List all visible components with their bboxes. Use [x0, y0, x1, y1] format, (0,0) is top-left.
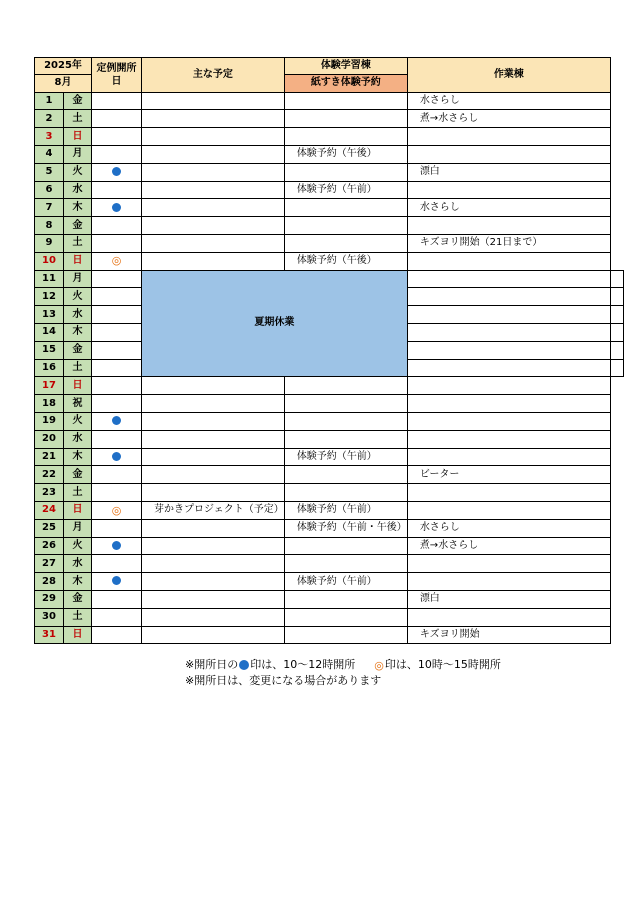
- table-row: [35, 501, 624, 519]
- main-schedule-cell: 芽かきプロジェクト（予定）: [142, 501, 285, 519]
- table-row: [35, 110, 624, 128]
- day-number: 7: [35, 199, 64, 217]
- day-of-week: 土: [64, 608, 92, 626]
- work-building-cell: 煮→水さらし: [407, 110, 610, 128]
- summer-holiday-block: 夏期休業: [142, 270, 408, 377]
- work-building-cell: [407, 395, 610, 413]
- table-row: [35, 145, 624, 163]
- work-building-cell: [610, 270, 623, 288]
- day-of-week: 日: [64, 501, 92, 519]
- main-schedule-cell: [142, 590, 285, 608]
- table-row: [35, 573, 624, 591]
- blue-dot-icon: [112, 452, 121, 461]
- work-building-cell: 漂白: [407, 163, 610, 181]
- open-day-mark: [92, 626, 142, 644]
- blue-dot-icon: [239, 660, 249, 670]
- work-building-cell: [407, 217, 610, 235]
- day-of-week: 土: [64, 234, 92, 252]
- experience-reservation-cell: [407, 323, 610, 341]
- main-schedule-cell: [142, 234, 285, 252]
- table-row: [35, 466, 624, 484]
- day-number: 22: [35, 466, 64, 484]
- day-number: 18: [35, 395, 64, 413]
- blue-dot-icon: [112, 416, 121, 425]
- experience-reservation-cell: [284, 590, 407, 608]
- experience-reservation-cell: 体験予約（午後）: [284, 252, 407, 270]
- main-schedule-cell: [142, 128, 285, 146]
- day-number: 21: [35, 448, 64, 466]
- note-line-1: [185, 657, 501, 673]
- work-building-cell: [610, 359, 623, 377]
- open-day-mark: [92, 395, 142, 413]
- open-day-mark: [92, 323, 142, 341]
- experience-reservation-cell: 体験予約（午前）: [284, 181, 407, 199]
- day-of-week: 火: [64, 288, 92, 306]
- work-building-cell: [407, 573, 610, 591]
- main-schedule-header: 主な予定: [142, 58, 285, 93]
- table-row: [35, 377, 624, 395]
- open-day-mark: [92, 306, 142, 324]
- work-building-cell: [407, 430, 610, 448]
- day-number: 8: [35, 217, 64, 235]
- experience-reservation-cell: [407, 306, 610, 324]
- day-number: 26: [35, 537, 64, 555]
- day-number: 1: [35, 92, 64, 110]
- day-number: 31: [35, 626, 64, 644]
- experience-reservation-cell: [284, 395, 407, 413]
- table-row: [35, 217, 624, 235]
- work-building-cell: [407, 501, 610, 519]
- main-schedule-cell: [142, 252, 285, 270]
- double-circle-icon: ◎: [374, 658, 384, 672]
- open-day-mark: [92, 519, 142, 537]
- table-row: [35, 92, 624, 110]
- table-row: [35, 519, 624, 537]
- work-building-cell: 漂白: [407, 590, 610, 608]
- experience-reservation-cell: [284, 199, 407, 217]
- experience-reservation-cell: [284, 92, 407, 110]
- notes: [185, 657, 501, 688]
- experience-reservation-cell: 体験予約（午前）: [284, 448, 407, 466]
- experience-reservation-cell: 体験予約（午前）: [284, 573, 407, 591]
- day-of-week: 月: [64, 145, 92, 163]
- experience-reservation-cell: [284, 466, 407, 484]
- open-day-mark: [92, 199, 142, 217]
- day-of-week: 月: [64, 270, 92, 288]
- day-number: 16: [35, 359, 64, 377]
- main-schedule-cell: [142, 573, 285, 591]
- teirei-header: 定例開所日: [92, 58, 142, 93]
- day-of-week: 火: [64, 412, 92, 430]
- day-number: 29: [35, 590, 64, 608]
- day-number: 20: [35, 430, 64, 448]
- main-schedule-cell: [142, 448, 285, 466]
- day-of-week: 土: [64, 110, 92, 128]
- open-day-mark: [92, 163, 142, 181]
- month-label: 8月: [35, 75, 92, 92]
- day-of-week: 木: [64, 573, 92, 591]
- work-building-cell: ビーター: [407, 466, 610, 484]
- open-day-mark: [92, 92, 142, 110]
- open-day-mark: [92, 484, 142, 502]
- day-number: 27: [35, 555, 64, 573]
- main-schedule-cell: [142, 163, 285, 181]
- table-row: [35, 412, 624, 430]
- experience-reservation-cell: [284, 110, 407, 128]
- work-building-cell: キズヨリ開始（21日まで）: [407, 234, 610, 252]
- table-row: [35, 555, 624, 573]
- experience-reservation-cell: [284, 608, 407, 626]
- table-row: [35, 270, 624, 288]
- main-schedule-cell: [142, 466, 285, 484]
- day-number: 3: [35, 128, 64, 146]
- open-day-mark: [92, 181, 142, 199]
- main-schedule-cell: [142, 626, 285, 644]
- work-building-cell: [407, 145, 610, 163]
- experience-reservation-cell: [284, 163, 407, 181]
- table-row: [35, 484, 624, 502]
- open-day-mark: [92, 608, 142, 626]
- day-number: 25: [35, 519, 64, 537]
- day-of-week: 木: [64, 323, 92, 341]
- table-row: [35, 128, 624, 146]
- day-of-week: 火: [64, 163, 92, 181]
- open-day-mark: [92, 359, 142, 377]
- day-number: 9: [35, 234, 64, 252]
- experience-reservation-cell: [407, 341, 610, 359]
- experience-reservation-cell: 体験予約（午前）: [284, 501, 407, 519]
- day-of-week: 水: [64, 306, 92, 324]
- open-day-mark: [92, 270, 142, 288]
- experience-reservation-cell: [407, 359, 610, 377]
- day-number: 15: [35, 341, 64, 359]
- experience-reservation-cell: [407, 288, 610, 306]
- day-number: 12: [35, 288, 64, 306]
- work-building-cell: [407, 608, 610, 626]
- main-schedule-cell: [142, 412, 285, 430]
- work-building-cell: [610, 306, 623, 324]
- open-day-mark: [92, 412, 142, 430]
- table-row: [35, 199, 624, 217]
- work-building-cell: [407, 181, 610, 199]
- experience-sub-header: 紙すき体験予約: [284, 75, 407, 92]
- day-of-week: 水: [64, 181, 92, 199]
- day-number: 10: [35, 252, 64, 270]
- work-building-cell: [610, 341, 623, 359]
- blue-dot-icon: [112, 576, 121, 585]
- main-schedule-cell: [142, 608, 285, 626]
- work-building-header: 作業棟: [407, 58, 610, 93]
- note-1-double-text: 印は、10時～15時開所: [384, 658, 501, 671]
- experience-reservation-cell: [284, 217, 407, 235]
- open-day-mark: [92, 555, 142, 573]
- open-day-mark: [92, 448, 142, 466]
- open-day-mark: [92, 573, 142, 591]
- work-building-cell: [407, 252, 610, 270]
- day-number: 13: [35, 306, 64, 324]
- day-number: 2: [35, 110, 64, 128]
- table-row: [35, 448, 624, 466]
- table-row: [35, 252, 624, 270]
- day-of-week: 木: [64, 448, 92, 466]
- main-schedule-cell: [142, 395, 285, 413]
- double-circle-icon: ◎: [111, 503, 122, 517]
- table-row: [35, 626, 624, 644]
- experience-reservation-cell: [284, 626, 407, 644]
- main-schedule-cell: [142, 430, 285, 448]
- work-building-cell: 煮→水さらし: [407, 537, 610, 555]
- table-row: [35, 234, 624, 252]
- table-row: [35, 537, 624, 555]
- experience-reservation-cell: [284, 412, 407, 430]
- day-of-week: 金: [64, 217, 92, 235]
- day-of-week: 火: [64, 537, 92, 555]
- open-day-mark: [92, 234, 142, 252]
- day-number: 19: [35, 412, 64, 430]
- note-1-dot-text: 印は、10～12時開所: [250, 658, 356, 671]
- blue-dot-icon: [112, 167, 121, 176]
- main-schedule-cell: [142, 145, 285, 163]
- table-row: [35, 430, 624, 448]
- main-schedule-cell: [142, 519, 285, 537]
- day-of-week: 木: [64, 199, 92, 217]
- open-day-mark: [92, 430, 142, 448]
- open-day-mark: [92, 466, 142, 484]
- experience-reservation-cell: [284, 234, 407, 252]
- day-of-week: 金: [64, 590, 92, 608]
- work-building-cell: [610, 323, 623, 341]
- open-day-mark: [92, 377, 142, 395]
- experience-reservation-cell: 体験予約（午前・午後）: [284, 519, 407, 537]
- day-of-week: 日: [64, 252, 92, 270]
- calendar-table: [34, 57, 624, 644]
- open-day-mark: [92, 145, 142, 163]
- open-day-mark: [92, 217, 142, 235]
- day-number: 6: [35, 181, 64, 199]
- open-day-mark: [92, 501, 142, 519]
- main-schedule-cell: [142, 181, 285, 199]
- work-building-cell: [407, 412, 610, 430]
- open-day-mark: [92, 288, 142, 306]
- experience-reservation-cell: [284, 128, 407, 146]
- day-of-week: 月: [64, 519, 92, 537]
- work-building-cell: [407, 128, 610, 146]
- work-building-cell: キズヨリ開始: [407, 626, 610, 644]
- table-row: [35, 163, 624, 181]
- work-building-cell: [407, 448, 610, 466]
- day-of-week: 金: [64, 466, 92, 484]
- day-of-week: 土: [64, 359, 92, 377]
- experience-reservation-cell: [407, 270, 610, 288]
- main-schedule-cell: [142, 484, 285, 502]
- main-schedule-cell: [142, 92, 285, 110]
- day-number: 4: [35, 145, 64, 163]
- day-of-week: 金: [64, 341, 92, 359]
- day-of-week: 土: [64, 484, 92, 502]
- experience-reservation-cell: [284, 377, 407, 395]
- experience-reservation-cell: [284, 537, 407, 555]
- experience-reservation-cell: [284, 555, 407, 573]
- table-row: [35, 395, 624, 413]
- day-number: 17: [35, 377, 64, 395]
- main-schedule-cell: [142, 110, 285, 128]
- day-of-week: 日: [64, 128, 92, 146]
- day-number: 14: [35, 323, 64, 341]
- day-of-week: 日: [64, 377, 92, 395]
- day-number: 5: [35, 163, 64, 181]
- day-of-week: 日: [64, 626, 92, 644]
- experience-header: 体験学習棟: [284, 58, 407, 75]
- day-number: 24: [35, 501, 64, 519]
- open-day-mark: [92, 252, 142, 270]
- note-line-2: ※開所日は、変更になる場合があります: [185, 673, 382, 687]
- table-row: [35, 590, 624, 608]
- open-day-mark: [92, 590, 142, 608]
- day-of-week: 金: [64, 92, 92, 110]
- experience-reservation-cell: [284, 484, 407, 502]
- open-day-mark: [92, 537, 142, 555]
- work-building-cell: [407, 555, 610, 573]
- table-row: [35, 181, 624, 199]
- main-schedule-cell: [142, 377, 285, 395]
- table-row: [35, 608, 624, 626]
- year-label: 2025年: [35, 58, 92, 75]
- work-building-cell: [407, 377, 610, 395]
- work-building-cell: 水さらし: [407, 92, 610, 110]
- blue-dot-icon: [112, 203, 121, 212]
- work-building-cell: [610, 288, 623, 306]
- day-of-week: 祝: [64, 395, 92, 413]
- day-of-week: 水: [64, 430, 92, 448]
- day-number: 11: [35, 270, 64, 288]
- work-building-cell: [407, 484, 610, 502]
- main-schedule-cell: [142, 217, 285, 235]
- main-schedule-cell: [142, 199, 285, 217]
- open-day-mark: [92, 110, 142, 128]
- blue-dot-icon: [112, 541, 121, 550]
- work-building-cell: 水さらし: [407, 519, 610, 537]
- main-schedule-cell: [142, 537, 285, 555]
- day-number: 30: [35, 608, 64, 626]
- main-schedule-cell: [142, 555, 285, 573]
- experience-reservation-cell: 体験予約（午後）: [284, 145, 407, 163]
- double-circle-icon: ◎: [111, 254, 122, 268]
- note-1-prefix: ※開所日の: [185, 658, 239, 671]
- day-number: 28: [35, 573, 64, 591]
- work-building-cell: 水さらし: [407, 199, 610, 217]
- day-of-week: 水: [64, 555, 92, 573]
- day-number: 23: [35, 484, 64, 502]
- open-day-mark: [92, 128, 142, 146]
- experience-reservation-cell: [284, 430, 407, 448]
- open-day-mark: [92, 341, 142, 359]
